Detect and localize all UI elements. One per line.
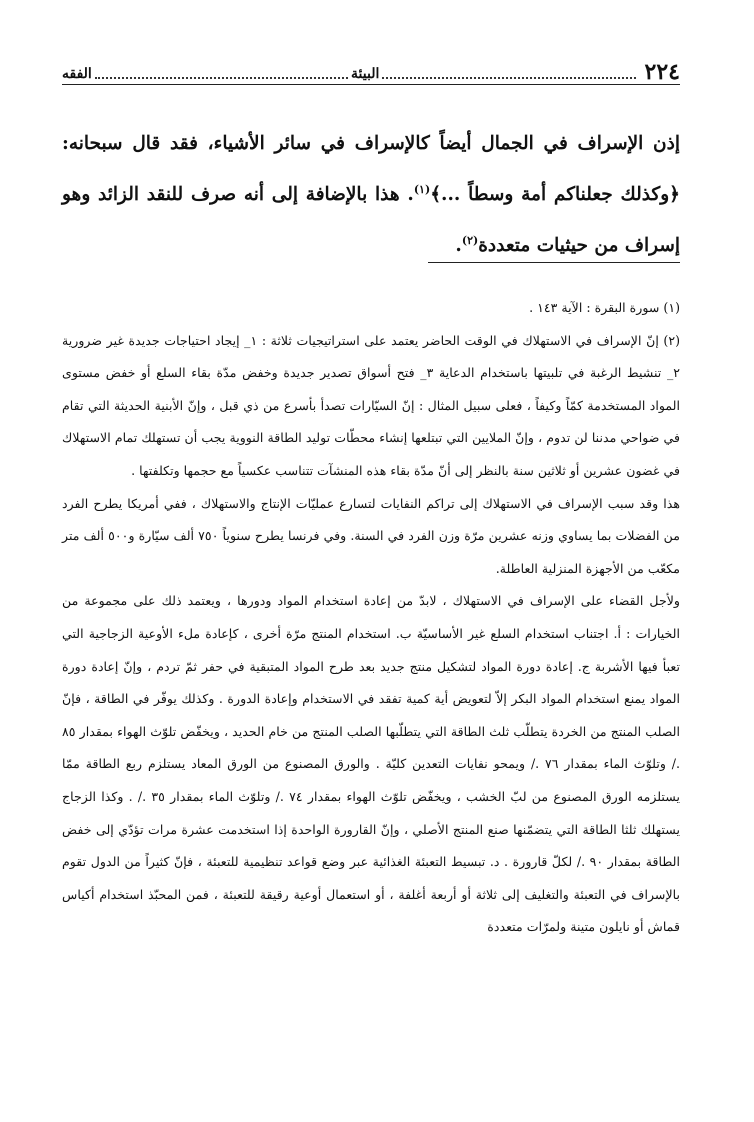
page-number: ٢٢٤ [644,59,680,85]
header-right-label: البيئة [351,66,380,82]
footnote-2-paragraph-2: هذا وقد سبب الإسراف في الاستهلاك إلى تراكم النفايات لتسارع عمليّات الإنتاج والاستهلاك ، ففي أمريكا يطرح الفرد من الفضلات بما يساوي وزنه عشرين مرّة وزن الفرد في السنة. وفي فرنسا يطرح سنوياً ٧٥٠ ألف سيّارة و٥٠٠ ألف متر مكعّب من الأجهزة المنزلية العاطلة. [62,495,681,576]
main-text-end: . [455,235,462,256]
footnotes [62,292,680,944]
main-text-continuation: . هذا بالإضافة إلى أنه صرف للنقد الزائد وهو إسراف من حيثيات متعددة [62,184,680,256]
footnote-ref-1: (١) [413,182,431,196]
quran-quote: ﴿وكذلك جعلناكم أمة وسطاً ...﴾ [430,184,680,205]
footnote-separator [428,262,680,263]
footnote-2: (٢) إنّ الإسراف في الاستهلاك في الوقت الحاضر يعتمد على استراتيجيات ثلاثة : ١_ إيجاد احتياجات جديدة غير ضرورية ٢_ تنشيط الرغبة في تلبيتها باستخدام الدعاية ٣_ فتح أسواق تصدير جديدة وخفض مدّة بقاء السلع أو خفض مستوى المواد المستخدمة كمّاً وكيفاً ، فعلى سبيل المثال : إنّ السيّارات تصدأ بأسرع من ذي قبل ، وإنّ الأبنية الحديثة التي تقام في ضواحي مدننا لن تدوم ، وإنّ الملايين التي تبتلعها إنشاء محطّات توليد الطاقة النووية يجب أن تستهلك تمام الاستهلاك في غضون عشرين أو ثلاثين سنة بالنظر إلى أنّ مدّة بقاء هذه المنشآت تتناسب عكسياً مع حجمها وتكلفتها . [62,332,681,478]
footnote-ref-2: (٢) [461,233,479,247]
running-header [62,58,680,85]
header-dots [95,76,348,79]
footnote-2-paragraph-3: ولأجل القضاء على الإسراف في الاستهلاك ، لابدّ من إعادة استخدام المواد ودورها ، ويعتمد ذلك على مجموعة من الخيارات : أ. اجتناب استخدام السلع غير الأساسيّة ب. استخدام المنتج مرّة أخرى ، كإعادة ملء الأوعية الزجاجية التي تعبأ فيها الأشربة ج. إعادة دورة المواد لتشكيل منتج جديد بعد طرح المواد المتبقية في حفر ثمّ تردم ، وإنّ إعادة دورة المواد يمنع استخدام المواد البكر إلاّ لتعويض أية كمية تفقد في الاستخدام وإعادة الدورة . وكذلك يوفّر في الطاقة ، فإنّ الصلب المنتج من الخردة يتطلّب ثلث الطاقة التي يتطلّبها الصلب المنتج من خام الحديد ، ويخفّض تلوّث الهواء بمقدار ٨٥ ./ وتلوّث الماء بمقدار ٧٦ ./ ويمحو نفايات التعدين كليّة . والورق المصنوع من الورق المعاد يستلزم ربع الطاقة ممّا يستلزمه الورق المصنوع من لبّ الخشب ، ويخفّض تلوّث الهواء بمقدار ٧٤ ./ وتلوّث الماء بمقدار ٣٥ ./ . وكذا الزجاج يستهلك ثلثا الطاقة التي يتضمّنها صنع المنتج الأصلي ، وإنّ القارورة الواحدة إذا استخدمت عشرة مرات تؤدّي إلى خفض الطاقة بمقدار ٩٠ ./ لكلّ قارورة . د. تبسيط التعبئة الغذائية عبر وضع قواعد تنظيمية للتعبئة ، فإنّ كثيراً من الدول تقوم بالإسراف في التعبئة والتغليف إلى ثلاثة أو أربعة أغلفة ، أو استعمال أوعية رقيقة للتعبئة ، فمن المحبّذ استخدام أكياس قماش أو نايلون متينة ولمرّات متعددة [62,593,680,935]
footnote-1: (١) سورة البقرة : الآية ١٤٣ . [529,300,680,315]
main-text [62,118,680,271]
main-text-start: إذن الإسراف في الجمال أيضاً كالإسراف في سائر الأشياء، فقد قال سبحانه: [62,133,680,154]
main-paragraph [62,118,680,271]
header-dots [382,76,635,79]
header-left-label: الفقه [62,66,92,82]
